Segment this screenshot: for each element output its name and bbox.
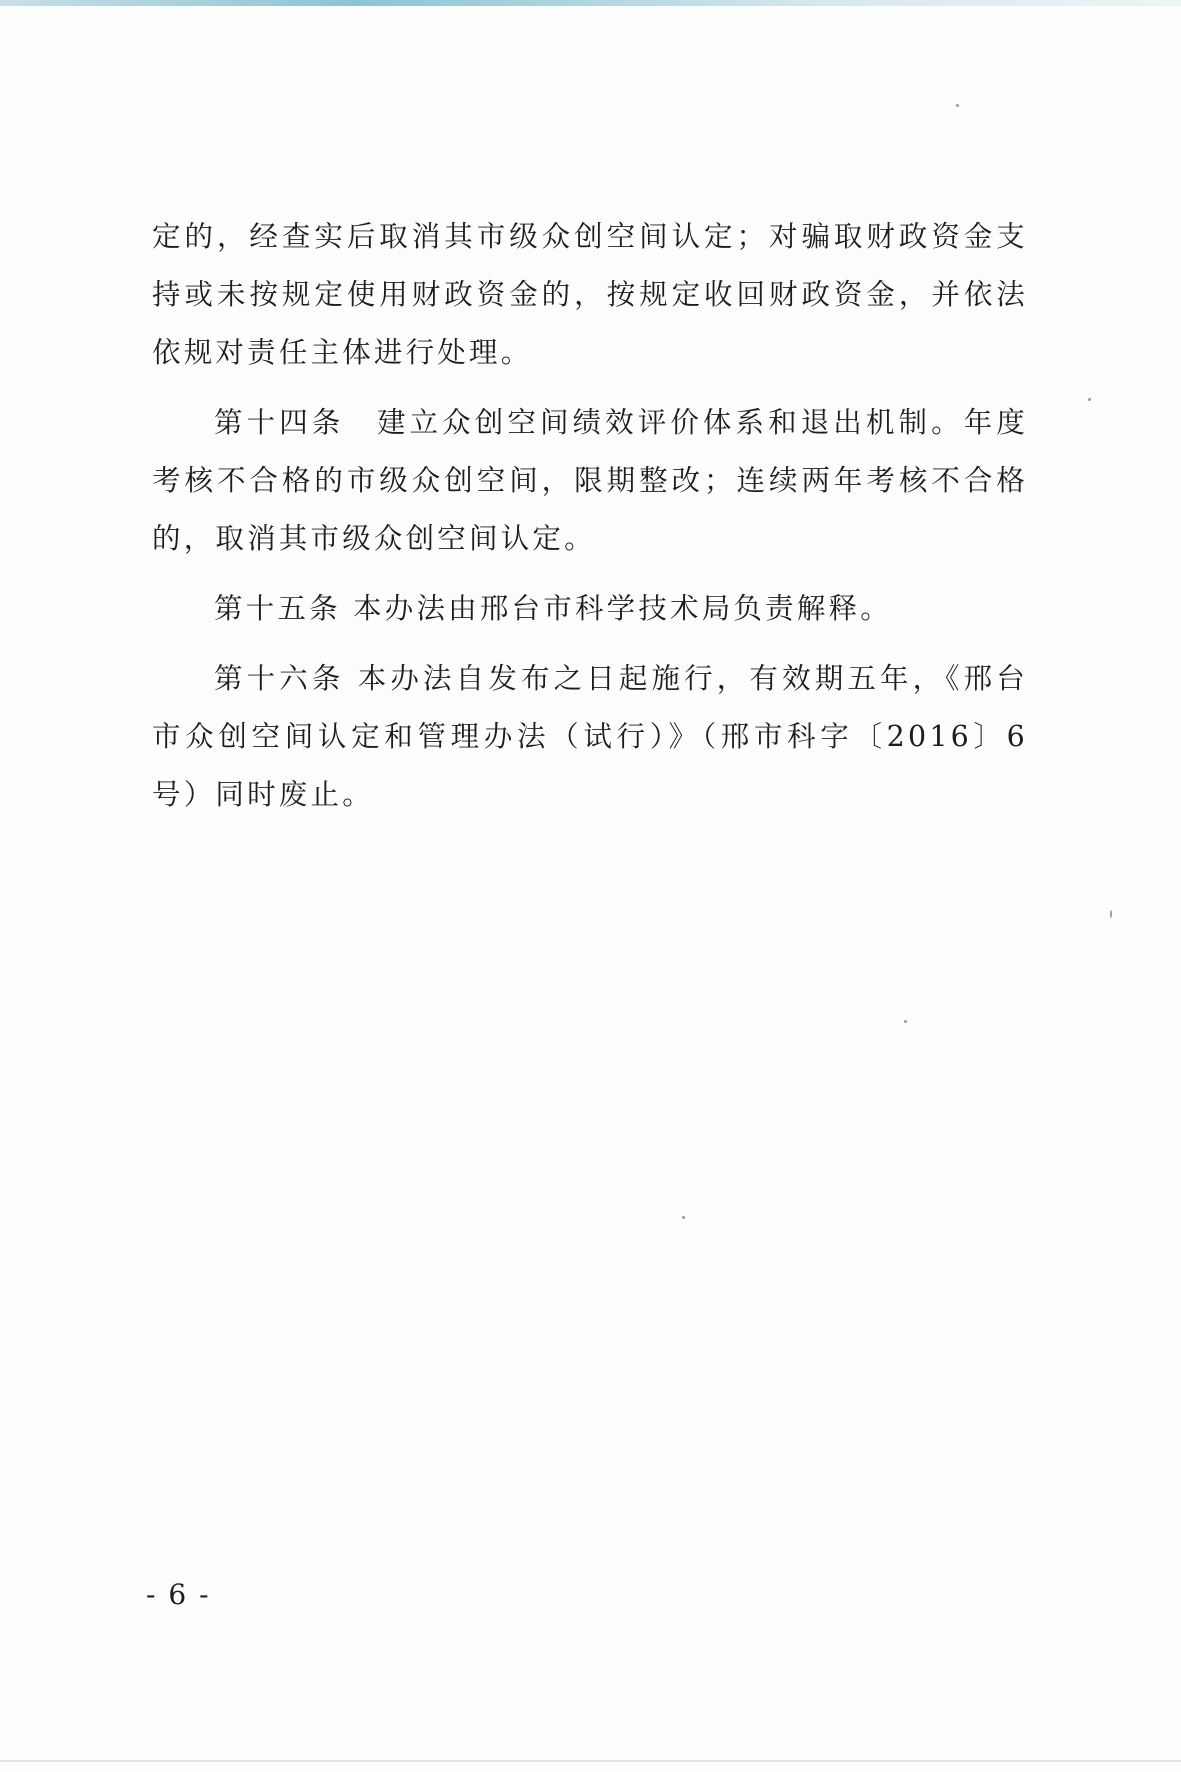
scan-speck — [1110, 910, 1112, 918]
article-16-paragraph: 第十六条 本办法自发布之日起施行，有效期五年，《邢台市众创空间认定和管理办法（试行）》（邢市科字〔2016〕6号）同时废止。 — [152, 662, 1028, 811]
paragraph-continuation: 定的，经查实后取消其市级众创空间认定；对骗取财政资金支持或未按规定使用财政资金的，按规定收回财政资金，并依法依规对责任主体进行处理。 — [152, 220, 1028, 369]
page-number: - 6 - — [146, 1578, 211, 1611]
scan-speck — [956, 104, 959, 107]
article-15-paragraph: 第十五条 本办法由邢台市科学技术局负责解释。 — [214, 592, 892, 625]
scan-edge-top — [0, 0, 1181, 6]
document-body — [152, 208, 1028, 824]
scan-speck — [1088, 398, 1091, 401]
scan-speck — [682, 1216, 685, 1219]
scan-speck — [904, 1020, 907, 1023]
scan-edge-bottom — [0, 1760, 1181, 1762]
article-14-paragraph: 第十四条 建立众创空间绩效评价体系和退出机制。年度考核不合格的市级众创空间，限期整改；连续两年考核不合格的，取消其市级众创空间认定。 — [152, 406, 1028, 555]
